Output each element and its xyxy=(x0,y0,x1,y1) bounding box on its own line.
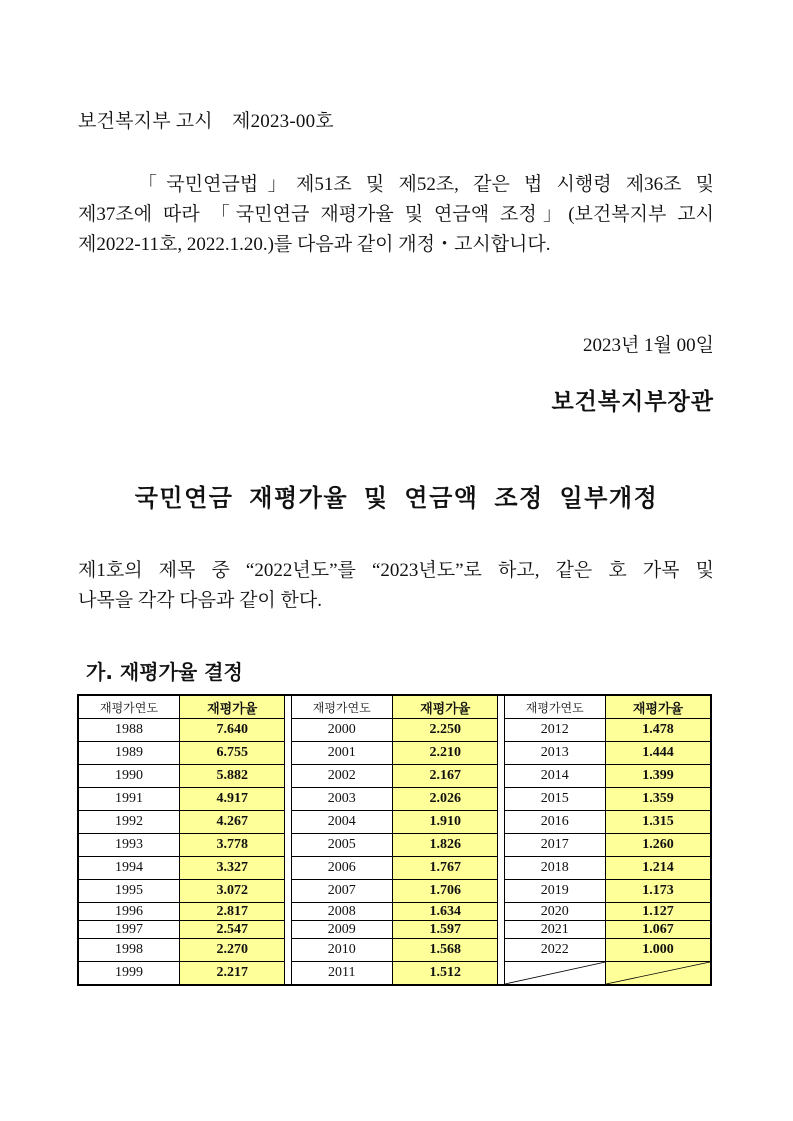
rate-cell: 5.882 xyxy=(179,765,285,788)
table-row xyxy=(78,857,711,880)
year-cell: 1993 xyxy=(78,834,179,857)
year-cell: 1999 xyxy=(78,962,179,986)
rate-cell: 1.173 xyxy=(605,880,711,903)
diagonal-line xyxy=(606,962,710,984)
year-cell: 1997 xyxy=(78,921,179,939)
year-cell: 2005 xyxy=(291,834,392,857)
year-cell: 2012 xyxy=(504,719,605,742)
notice-number: 보건복지부 고시 제2023-00호 xyxy=(78,111,334,132)
rate-cell: 2.817 xyxy=(179,903,285,921)
diagonal-line xyxy=(505,962,605,984)
rate-cell: 7.640 xyxy=(179,719,285,742)
rate-cell: 3.778 xyxy=(179,834,285,857)
year-cell: 2014 xyxy=(504,765,605,788)
year-cell: 2016 xyxy=(504,811,605,834)
rate-cell: 1.512 xyxy=(392,962,498,986)
rate-cell: 2.270 xyxy=(179,939,285,962)
rate-cell: 1.260 xyxy=(605,834,711,857)
year-cell: 1996 xyxy=(78,903,179,921)
table-header-row xyxy=(78,695,711,719)
year-cell: 2002 xyxy=(291,765,392,788)
document-title: 국민연금 재평가율 및 연금액 조정 일부개정 xyxy=(134,484,659,512)
intro-line-1: 「국민연금법」제51조 및 제52조, 같은 법 시행령 제36조 및 xyxy=(138,174,714,195)
year-cell: 2007 xyxy=(291,880,392,903)
amendment-line-1: 제1호의 제목 중 “2022년도”를 “2023년도”로 하고, 같은 호 가목 및 xyxy=(78,560,714,581)
year-cell: 2008 xyxy=(291,903,392,921)
rate-cell: 1.478 xyxy=(605,719,711,742)
rate-cell: 2.026 xyxy=(392,788,498,811)
intro-line-2: 제37조에 따라 「국민연금 재평가율 및 연금액 조정」(보건복지부 고시 xyxy=(78,204,714,225)
year-column-header: 재평가연도 xyxy=(78,695,179,719)
table-row xyxy=(78,921,711,939)
table-row xyxy=(78,719,711,742)
table-row xyxy=(78,811,711,834)
rate-cell: 2.167 xyxy=(392,765,498,788)
year-cell: 1994 xyxy=(78,857,179,880)
year-cell: 1991 xyxy=(78,788,179,811)
rate-cell: 2.217 xyxy=(179,962,285,986)
table-row xyxy=(78,939,711,962)
rate-cell: 1.000 xyxy=(605,939,711,962)
rate-column-header: 재평가율 xyxy=(392,695,498,719)
rate-cell: 1.767 xyxy=(392,857,498,880)
table-row xyxy=(78,765,711,788)
year-cell: 2020 xyxy=(504,903,605,921)
table-row xyxy=(78,742,711,765)
table-row xyxy=(78,962,711,986)
rate-cell: 4.917 xyxy=(179,788,285,811)
year-cell: 2006 xyxy=(291,857,392,880)
table-row xyxy=(78,834,711,857)
year-cell: 2019 xyxy=(504,880,605,903)
year-cell: 2013 xyxy=(504,742,605,765)
year-cell: 2000 xyxy=(291,719,392,742)
signatory: 보건복지부장관 xyxy=(551,389,714,415)
table-row xyxy=(78,788,711,811)
rate-cell: 1.706 xyxy=(392,880,498,903)
year-cell: 1998 xyxy=(78,939,179,962)
year-cell: 1989 xyxy=(78,742,179,765)
rate-cell: 1.568 xyxy=(392,939,498,962)
rate-cell: 1.826 xyxy=(392,834,498,857)
rate-cell: 1.214 xyxy=(605,857,711,880)
rate-cell: 4.267 xyxy=(179,811,285,834)
year-column-header: 재평가연도 xyxy=(504,695,605,719)
year-cell: 2004 xyxy=(291,811,392,834)
year-cell: 2021 xyxy=(504,921,605,939)
year-cell: 1995 xyxy=(78,880,179,903)
empty-diagonal-cell xyxy=(504,962,605,986)
empty-diagonal-cell xyxy=(605,962,711,986)
rate-cell: 1.127 xyxy=(605,903,711,921)
year-cell: 2011 xyxy=(291,962,392,986)
notice-date: 2023년 1월 00일 xyxy=(582,335,714,356)
intro-paragraph xyxy=(78,170,714,260)
rate-cell: 2.250 xyxy=(392,719,498,742)
rate-cell: 3.072 xyxy=(179,880,285,903)
year-cell: 2003 xyxy=(291,788,392,811)
rate-cell: 1.444 xyxy=(605,742,711,765)
year-column-header: 재평가연도 xyxy=(291,695,392,719)
rate-cell: 1.910 xyxy=(392,811,498,834)
year-cell: 2015 xyxy=(504,788,605,811)
rate-cell: 2.210 xyxy=(392,742,498,765)
year-cell: 2009 xyxy=(291,921,392,939)
revaluation-rate-table xyxy=(77,694,712,986)
rate-cell: 2.547 xyxy=(179,921,285,939)
rate-cell: 1.634 xyxy=(392,903,498,921)
year-cell: 2018 xyxy=(504,857,605,880)
table-row xyxy=(78,880,711,903)
rate-cell: 6.755 xyxy=(179,742,285,765)
year-cell: 2017 xyxy=(504,834,605,857)
section-heading: 가. 재평가율 결정 xyxy=(86,660,243,684)
rate-cell: 1.067 xyxy=(605,921,711,939)
year-cell: 1992 xyxy=(78,811,179,834)
year-cell: 1988 xyxy=(78,719,179,742)
year-cell: 2001 xyxy=(291,742,392,765)
rate-cell: 3.327 xyxy=(179,857,285,880)
rate-cell: 1.359 xyxy=(605,788,711,811)
table-row xyxy=(78,903,711,921)
year-cell: 2022 xyxy=(504,939,605,962)
rate-cell: 1.315 xyxy=(605,811,711,834)
amendment-line-2: 나목을 각각 다음과 같이 한다. xyxy=(78,590,322,611)
year-cell: 2010 xyxy=(291,939,392,962)
year-cell: 1990 xyxy=(78,765,179,788)
rate-cell: 1.399 xyxy=(605,765,711,788)
rate-column-header: 재평가율 xyxy=(179,695,285,719)
rate-column-header: 재평가율 xyxy=(605,695,711,719)
intro-line-3: 제2022-11호, 2022.1.20.)를 다음과 같이 개정・고시합니다. xyxy=(78,234,551,255)
rate-cell: 1.597 xyxy=(392,921,498,939)
amendment-paragraph xyxy=(78,556,714,616)
